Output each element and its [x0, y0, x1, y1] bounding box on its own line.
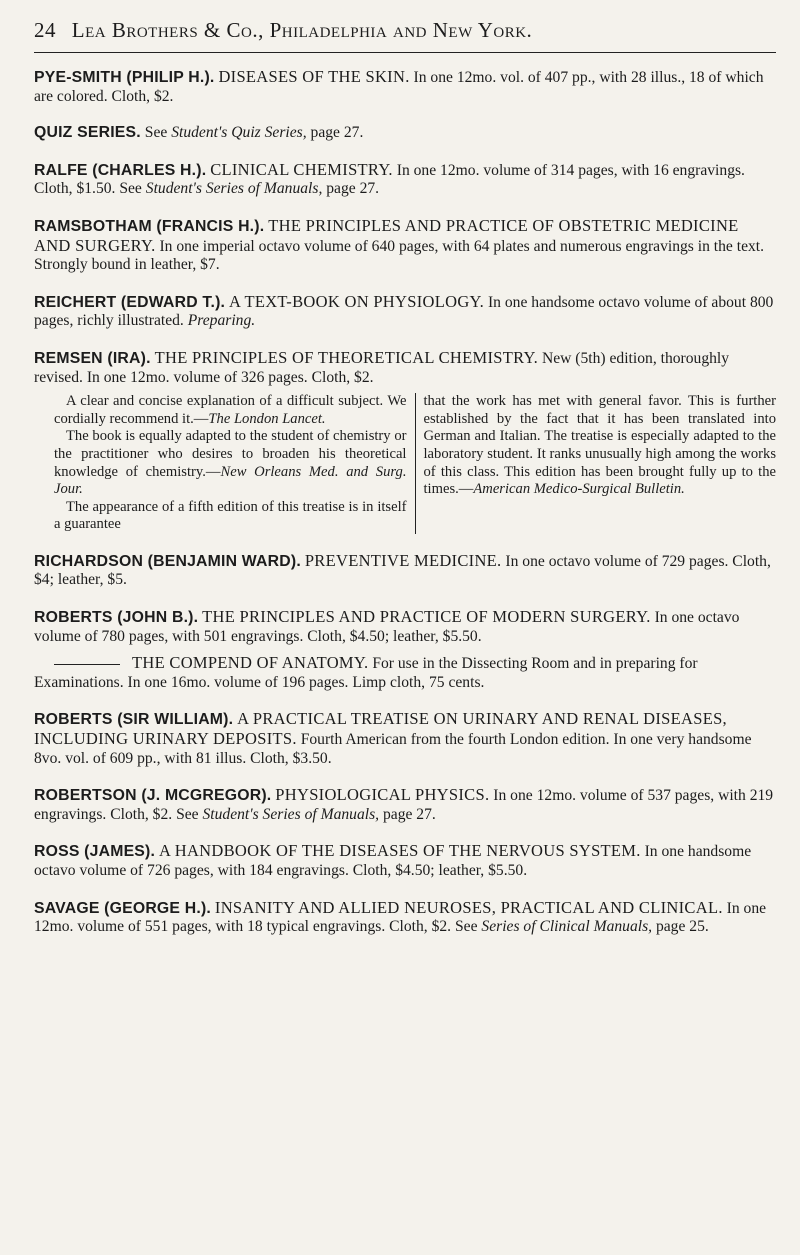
catalog-entry-robertson: [34, 786, 776, 824]
catalog-entry-roberts-john: [34, 608, 776, 646]
series-reference: Student's Quiz Series,: [171, 124, 307, 142]
series-reference: Student's Series of Manuals,: [145, 180, 323, 198]
catalog-entry-ramsbotham: [34, 217, 776, 275]
review-source: New Orleans Med. and Surg. Jour.: [54, 463, 407, 498]
catalog-entry-remsen: [34, 349, 776, 534]
review-source: The London Lancet.: [208, 410, 326, 427]
page-reference: page 27.: [306, 124, 364, 142]
book-description: In one 12mo. volume of 551 pages, with 18 typical engravings. Cloth, $2. See: [34, 899, 767, 936]
book-description: Fourth American from the fourth London edition. In one very handsome 8vo. vol. of 609 pp., with 81 illus. Cloth, $3.50.: [34, 731, 752, 767]
review-column-left: [54, 393, 416, 534]
author-name: RALFE (CHARLES H.).: [34, 161, 207, 179]
catalog-entry-ross: [34, 842, 776, 880]
book-description: In one imperial octavo volume of 640 pages, with 64 plates and numerous engravings in the text. Strongly bound in leather, $7.: [34, 237, 765, 274]
author-name: PYE-SMITH (PHILIP H.).: [34, 69, 215, 86]
book-description: In one octavo volume of 780 pages, with 501 engravings. Cloth, $4.50; leather, $5.50.: [34, 609, 740, 645]
book-title: A PRACTICAL TREATISE ON URINARY AND RENAL DISEASES, INCLUDING URINARY DEPOSITS.: [34, 709, 727, 749]
catalog-entry-roberts-william: [34, 710, 776, 768]
book-title: A TEXT-BOOK ON PHYSIOLOGY.: [229, 291, 485, 311]
review-text: The appearance of a fifth edition of this treatise is in itself a guarantee: [54, 498, 407, 533]
review-text: The book is equally adapted to the student of chemistry or the practitioner who desires to broaden his theoretical knowledge of chemistry.—: [54, 428, 407, 480]
series-reference: Series of Clinical Manuals,: [481, 918, 653, 936]
author-name: RAMSBOTHAM (FRANCIS H.).: [34, 217, 265, 235]
book-title: PREVENTIVE MEDICINE.: [304, 550, 502, 570]
header-rule: [34, 52, 776, 53]
status-note: Preparing.: [187, 312, 256, 330]
book-description: In one handsome octavo volume of about 800 pages, richly illustrated.: [34, 293, 774, 330]
author-name: ROBERTS (JOHN B.).: [34, 609, 199, 627]
book-description: New (5th) edition, thoroughly revised. In one 12mo. volume of 326 pages. Cloth, $2.: [34, 349, 730, 386]
review-text: that the work has met with general favor. This is further established by the fact that it has been translated into German and Italian. The treatise is especially adapted to the laboratory student. It ranks unusually high among the works of this class. This edition has been brought fully up to the times.—: [423, 393, 776, 498]
book-title: DISEASES OF THE SKIN.: [218, 67, 410, 86]
author-name: REICHERT (EDWARD T.).: [34, 293, 226, 311]
book-description: For use in the Dissecting Room and in preparing for Examinations. In one 16mo. volume of 196 pages. Limp cloth, 75 cents.: [34, 655, 698, 691]
page-header: [34, 18, 774, 43]
catalog-entry-reichert: [34, 293, 776, 331]
review-columns: [54, 393, 776, 534]
book-description: In one handsome octavo volume of 726 pages, with 184 engravings. Cloth, $4.50; leather, $5.50.: [34, 843, 752, 879]
book-description: In one 12mo. volume of 537 pages, with 219 engravings. Cloth, $2. See: [34, 787, 774, 823]
book-title: PHYSIOLOGICAL PHYSICS.: [275, 785, 490, 805]
book-title: THE PRINCIPLES AND PRACTICE OF MODERN SURGERY.: [202, 607, 651, 627]
book-description: In one 12mo. volume of 314 pages, with 16 engravings. Cloth, $1.50. See: [34, 161, 745, 198]
book-description: See: [144, 124, 172, 142]
series-reference: Student's Series of Manuals,: [202, 805, 380, 823]
page-reference: page 27.: [379, 805, 436, 823]
author-name: ROBERTSON (J. MCGREGOR).: [34, 787, 272, 805]
book-description: In one 12mo. vol. of 407 pp., with 28 illus., 18 of which are colored. Cloth, $2.: [34, 69, 764, 105]
catalog-entry-pye-smith: [34, 68, 776, 106]
book-title: THE COMPEND OF ANATOMY.: [132, 653, 369, 673]
catalog-entry-compend-of-anatomy: [34, 654, 776, 692]
book-title: CLINICAL CHEMISTRY.: [210, 159, 393, 179]
ditto-dash: [54, 664, 120, 665]
publisher-line: Lea Brothers & Co., Philadelphia and New York.: [71, 18, 533, 42]
catalog-entries: [34, 68, 776, 955]
book-title: A HANDBOOK OF THE DISEASES OF THE NERVOUS SYSTEM.: [159, 841, 641, 861]
author-name: ROBERTS (SIR WILLIAM).: [34, 711, 234, 729]
book-title: THE PRINCIPLES OF THEORETICAL CHEMISTRY.: [154, 347, 539, 367]
author-name: RICHARDSON (BENJAMIN WARD).: [34, 552, 301, 570]
catalog-entry-ralfe: [34, 161, 776, 199]
author-name: SAVAGE (GEORGE H.).: [34, 899, 211, 917]
author-name: QUIZ SERIES.: [34, 124, 141, 142]
author-name: REMSEN (IRA).: [34, 349, 151, 367]
review-source: American Medico-Surgical Bulletin.: [473, 481, 685, 498]
catalog-entry-quiz-series: [34, 124, 776, 143]
author-name: ROSS (JAMES).: [34, 843, 156, 861]
book-title: INSANITY AND ALLIED NEUROSES, PRACTICAL AND CLINICAL.: [214, 897, 723, 917]
page-reference: page 25.: [652, 918, 709, 936]
page-number: 24: [34, 18, 56, 42]
book-description: In one octavo volume of 729 pages. Cloth, $4; leather, $5.: [34, 552, 771, 589]
page-reference: page 27.: [322, 180, 380, 198]
catalog-entry-richardson: [34, 552, 776, 590]
catalog-entry-savage: [34, 899, 776, 937]
review-column-right: [416, 393, 777, 534]
review-text: A clear and concise explanation of a difficult subject. We cordially recommend it.—: [54, 393, 407, 427]
book-title: THE PRINCIPLES AND PRACTICE OF OBSTETRIC MEDICINE AND SURGERY.: [34, 215, 739, 255]
